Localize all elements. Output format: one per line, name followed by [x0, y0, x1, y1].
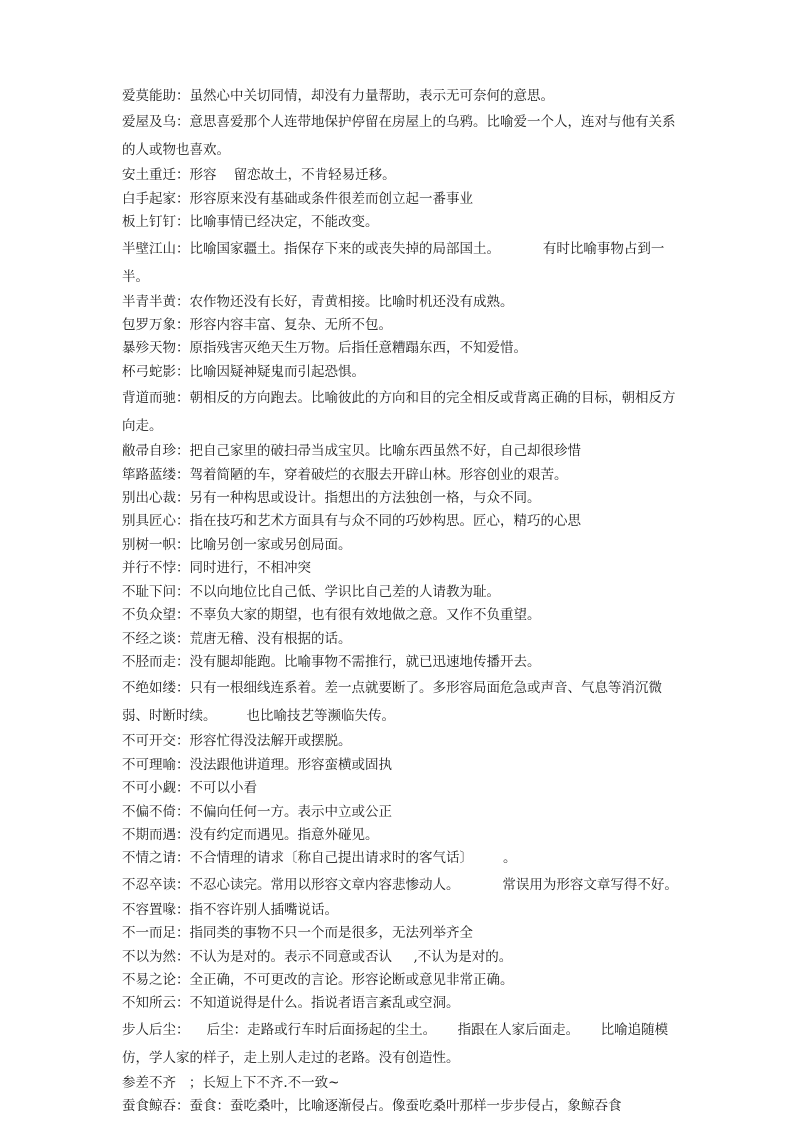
entry: 爱莫能助：虽然心中关切同情，却没有力量帮助，表示无可奈何的意思。	[122, 88, 554, 104]
entry: 筚路蓝缕：驾着简陋的车，穿着破烂的衣服去开辟山林。形容创业的艰苦。	[122, 466, 568, 483]
entry: 不经之谈：荒唐无稽、没有根据的话。	[122, 630, 352, 647]
entry: 安土重迁：形容 留恋故土，不肯轻易迁移。	[122, 167, 396, 184]
entry: 不情之请：不合情理的请求〔称自己提出请求时的客气话〕 。	[122, 850, 517, 867]
entry: 包罗万象：形容内容丰富、复杂、无所不包。	[122, 317, 392, 334]
entry: 蚕食鲸吞：蚕食：蚕吃桑叶，比喻逐渐侵占。像蚕吃桑叶那样一步步侵占，象鲸吞食	[122, 1098, 622, 1115]
entry: 不容置喙：指不容许别人插嘴说话。	[122, 901, 338, 918]
entry: 不胫而走：没有腿却能跑。比喻事物不需推行，就已迅速地传播开去。	[122, 653, 541, 670]
entry: 不易之论：全正确，不可更改的言论。形容论断或意见非常正确。	[122, 971, 514, 988]
entry: 不耻下问：不以向地位比自己低、学识比自己差的人请教为耻。	[122, 583, 500, 600]
entry: 板上钉钉：比喻事情已经决定，不能改变。	[122, 214, 379, 231]
entry: 白手起家：形容原来没有基础或条件很差而创立起一番事业	[122, 190, 473, 207]
entry: 并行不悖：同时进行，不相冲突	[122, 560, 311, 577]
entry: 半青半黄：农作物还没有长好，青黄相接。比喻时机还没有成熟。	[122, 293, 514, 310]
entry: 别出心裁：另有一种构思或设计。指想出的方法独创一格，与众不同。	[122, 490, 541, 507]
entry: 参差不齐 ；长短上下不齐.不一致~	[122, 1074, 340, 1091]
entry: 爱屋及乌：意思喜爱那个人连带地保护停留在房屋上的乌鸦。比喻爱一个人，连对与他有关系的人或物也喜欢。	[122, 114, 676, 159]
entry: 不负众望：不辜负大家的期望，也有很有效地做之意。又作不负重望。	[122, 607, 541, 624]
entry: 别树一帜：比喻另创一家或另创局面。	[122, 536, 352, 553]
entry: 暴殄天物：原指残害灭绝天生万物。后指任意糟蹋东西，不知爱惜。	[122, 340, 527, 357]
entry: 不偏不倚：不偏向任何一方。表示中立或公正	[122, 803, 392, 820]
entry: 步人后尘： 后尘：走路或行车时后面扬起的尘土。 指跟在人家后面走。 比喻追随模仿，学人家的样子，走上别人走过的老路。没有创造性。	[122, 1021, 669, 1066]
entry: 不以为然：不认为是对的。表示不同意或否认 ,不认为是对的。	[122, 948, 513, 965]
entry: 别具匠心：指在技巧和艺术方面具有与众不同的巧妙构思。匠心，精巧的心思	[122, 513, 581, 530]
entry: 不可理喻：没法跟他讲道理。形容蛮横或固执	[122, 756, 392, 773]
entry: 不忍卒读：不忍心读完。常用以形容文章内容悲惨动人。 常误用为形容文章写得不好。	[122, 876, 678, 893]
entry: 背道而驰：朝相反的方向跑去。比喻彼此的方向和目的完全相反或背离正确的目标，朝相反方向走。	[122, 390, 676, 435]
entry: 敝帚自珍：把自己家里的破扫帚当成宝贝。比喻东西虽然不好，自己却很珍惜	[122, 443, 581, 460]
entry: 杯弓蛇影：比喻因疑神疑鬼而引起恐惧。	[122, 363, 365, 380]
entry: 不期而遇：没有约定而遇见。指意外碰见。	[122, 826, 379, 843]
entry: 不一而足：指同类的事物不只一个而是很多，无法列举齐全	[122, 925, 473, 942]
entry: 不可开交：形容忙得没法解开或摆脱。	[122, 733, 352, 750]
entry: 半壁江山：比喻国家疆土。指保存下来的或丧失掉的局部国土。 有时比喻事物占到一半。	[122, 240, 665, 285]
entry: 不可小觑：不可以小看	[122, 780, 257, 797]
entry: 不绝如缕：只有一根细线连系着。差一点就要断了。多形容局面危急或声音、气息等消沉微弱、时断时续。 也比喻技艺等濒临失传。	[122, 680, 662, 725]
document-page	[122, 85, 682, 1119]
entry: 不知所云：不知道说得是什么。指说者语言紊乱或空洞。	[122, 995, 460, 1012]
